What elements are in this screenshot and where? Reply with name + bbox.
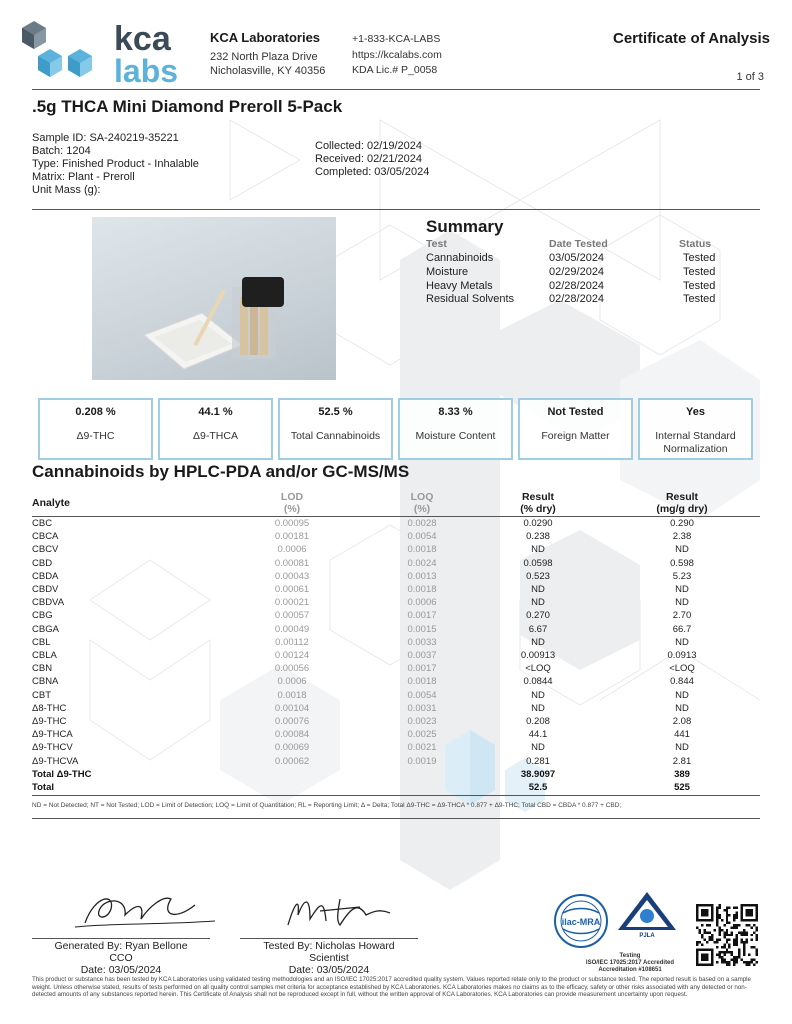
loq-cell: 0.0023 [407,716,437,727]
table-row [32,531,760,544]
result-pct-cell: ND [531,597,545,609]
loq-cell: 0.0037 [407,650,437,661]
kpi-value: 0.208 % [75,406,116,418]
result-mg-cell: 2.38 [672,531,692,543]
result-pct-cell: ND [531,702,545,714]
table-row [32,756,760,769]
loq-cell: 0.0018 [407,544,437,556]
summary-date: 02/28/2024 [549,280,605,292]
document-title: Certificate of Analysis [613,30,770,47]
summary-header-test: Test [426,238,447,250]
result-mg-cell: ND [675,636,689,648]
kpi-box-moisture [398,398,513,460]
loq-cell: 0.0054 [407,689,437,701]
table-row [32,624,760,637]
loq-cell: 0.0018 [407,676,437,688]
lab-license: KDA Lic.# P_0058 [352,64,438,76]
table-row [32,742,760,755]
total-row [32,782,760,795]
analyte-cell: Total Δ9-THC [32,768,92,780]
loq-cell: 0.0018 [407,584,437,595]
generated-by-title: CCO [109,952,133,964]
tested-by: Tested By: Nicholas Howard [263,940,395,952]
disclaimer: This product or substance has been tested by KCA Laboratories using validated testing methodologies and an ISO/IEC 17025:2017 accredited quality system. Values reported relate only to the product or substance tested. The reported result is based on a sample weight. Unless otherwise stated, results of tests performed on all quality control samples met criteria for acceptance established by KCA Laboratories. KCA Laboratories makes no claims as to the efficacy, safety or other risks associated with any detected or non-detected amounts of any substances reported herein. This Certificate of Analysis shall not be reproduced except in full, without the written approval of KCA Laboratories. KCA Laboratories can provide measurement uncertainty upon request. [32,976,751,999]
iso-accreditation [565,953,695,974]
summary-header-status: Status [679,238,712,250]
loq-cell: 0.0015 [407,623,437,635]
result-mg-cell: 0.0913 [667,650,697,661]
tested-by-date: Date: 03/05/2024 [288,964,370,976]
abbreviation-definitions: ND = Not Detected; NT = Not Tested; LOD = Limit of Detection; LOQ = Limit of Quantitation; RL = Reporting Limit; Δ = Delta; Total Δ9-THC = Δ9-THCA * 0.877 + Δ9-THC; Total CBD = CBDA * 0.877 + CBD; [32,802,622,809]
header-result-pct [498,491,578,515]
kpi-label: Internal Standard Normalization [655,430,736,455]
result-pct-cell: 0.208 [526,716,550,727]
kca-labs-logo [20,16,200,88]
lod-cell: 0.00095 [274,518,310,529]
result-pct-cell: 0.238 [526,531,550,543]
header-loq [382,491,462,515]
iso-line1: ISO/IEC 17025:2017 Accredited [585,960,675,966]
summary-date: 02/29/2024 [549,266,605,278]
result-mg-cell: 525 [674,782,690,793]
product-photo-illustration [92,217,336,380]
table-row [32,584,760,597]
result-pct-cell: 0.0290 [523,518,553,529]
lod-cell: 0.00104 [274,702,310,714]
lab-name: KCA Laboratories [210,30,321,45]
result-mg-cell: 389 [674,768,690,780]
signature-tested-by [280,885,430,935]
result-mg-cell: 5.23 [672,570,692,582]
kpi-label: Total Cannabinoids [290,430,381,442]
table-row [32,571,760,584]
signature-line-right [240,938,418,939]
logo-text-top: kca [114,20,171,58]
signature-line-left [32,938,210,939]
lod-cell: 0.00049 [274,623,310,635]
analyte-cell: CBDA [32,570,59,582]
received-date: Received: 02/21/2024 [315,153,423,165]
analyte-cell: Total [32,782,54,793]
analyte-cell: CBDV [32,584,59,595]
loq-cell: 0.0054 [407,531,437,543]
result-mg-cell: 2.70 [672,610,692,622]
summary-test: Moisture [426,266,469,278]
result-pct-cell: ND [531,742,545,754]
analyte-cell: CBNA [32,676,59,688]
product-photo [92,217,336,380]
analyte-cell: CBL [32,636,51,648]
pjla-text: PJLA [639,933,655,939]
result-mg-cell: 441 [674,729,690,741]
analyte-cell: CBN [32,663,53,675]
analyte-cell: CBD [32,557,53,569]
analyte-cell: CBLA [32,650,57,661]
result-pct-cell: 38.9097 [520,768,556,780]
loq-cell: 0.0021 [407,742,437,754]
lod-cell: 0.00061 [274,584,310,595]
kpi-label: Δ9-THCA [193,430,238,442]
table-row [32,610,760,623]
qr-code[interactable] [696,904,758,966]
table-row [32,650,760,663]
pjla-subtitle: Testing [619,953,641,959]
summary-header-date: Date Tested [549,238,608,250]
kpi-label: Foreign Matter [541,430,610,442]
lab-phone: +1-833-KCA-LABS [352,33,441,45]
analyte-cell: CBGA [32,623,59,635]
ilac-text: ilac-MRA [561,917,601,927]
header-result-mg-label: Result [665,491,699,503]
product-title: .5g THCA Mini Diamond Preroll 5-Pack [32,97,343,116]
lod-cell: 0.00062 [274,755,310,767]
result-mg-cell: 2.81 [672,755,692,767]
loq-cell: 0.0033 [407,636,437,648]
table-row [32,544,760,557]
lod-cell: 0.00112 [275,636,309,648]
table-row [32,597,760,610]
result-pct-cell: <LOQ [525,663,551,675]
analyte-cell: Δ9-THCVA [32,755,79,767]
kpi-value: 52.5 % [318,406,353,418]
analyte-cell: Δ9-THCV [32,742,73,754]
table-row [32,703,760,716]
cannabinoids-title: Cannabinoids by HPLC-PDA and/or GC-MS/MS [32,462,410,481]
loq-cell: 0.0031 [407,702,437,714]
summary-date: 03/05/2024 [549,252,605,264]
kpi-box-internal-standard [638,398,753,460]
summary-title: Summary [426,217,504,236]
analyte-cell: CBDVA [32,597,65,609]
lod-cell: 0.00084 [274,729,310,741]
kpi-box-foreign-matter [518,398,633,460]
kpi-box-total-cannabinoids [278,398,393,460]
result-pct-cell: 0.0598 [523,557,553,569]
ilac-mra-logo [553,893,609,949]
lod-cell: 0.00057 [274,610,310,622]
result-mg-cell: ND [675,597,689,609]
definitions-divider [32,818,760,819]
result-mg-cell: <LOQ [669,663,695,675]
result-mg-cell: ND [675,689,689,701]
result-pct-cell: 0.270 [526,610,550,622]
result-mg-cell: 66.7 [672,623,692,635]
completed-date: Completed: 03/05/2024 [315,166,430,178]
table-row [32,663,760,676]
header-loq-unit: (%) [413,503,431,515]
table-row [32,637,760,650]
kpi-value: Yes [686,406,705,418]
result-pct-cell: 0.0844 [523,676,553,688]
result-mg-cell: ND [675,742,689,754]
kpi-value: 8.33 % [438,406,473,418]
result-mg-cell: 0.844 [670,676,694,688]
result-pct-cell: 0.00913 [520,650,556,661]
tested-by-title: Scientist [309,952,349,964]
header-result-pct-label: Result [521,491,555,503]
lod-cell: 0.00043 [274,570,310,582]
loq-cell: 0.0028 [407,518,437,529]
kpi-value: 44.1 % [198,406,233,418]
analyte-cell: Δ8-THC [32,702,67,714]
lab-address-line1: 232 North Plaza Drive [210,51,318,63]
header-result-mg [642,491,722,515]
loq-cell: 0.0019 [407,755,437,767]
sample-id: Sample ID: SA-240219-35221 [32,132,179,144]
kpi-box-d9-thc [38,398,153,460]
lod-cell: 0.0018 [277,689,307,701]
analyte-cell: CBCA [32,531,59,543]
header-lod-unit: (%) [283,503,301,515]
summary-status: Tested [683,252,716,264]
lod-cell: 0.0006 [277,544,307,556]
kpi-box-d9-thca [158,398,273,460]
result-mg-cell: ND [675,702,689,714]
sample-matrix: Matrix: Plant - Preroll [32,171,135,183]
loq-cell: 0.0017 [407,610,437,622]
header-lod-label: LOD [280,491,304,503]
result-pct-cell: ND [531,689,545,701]
lod-cell: 0.00021 [274,597,310,609]
analyte-cell: CBCV [32,544,59,556]
kpi-label: Δ9-THC [76,430,115,442]
result-pct-cell: ND [531,636,545,648]
lod-cell: 0.00081 [274,557,310,569]
header-result-pct-unit: (% dry) [520,503,556,515]
summary-test: Cannabinoids [426,252,494,264]
result-pct-cell: ND [531,584,545,595]
table-row [32,518,760,531]
kpi-label: Moisture Content [415,430,496,442]
logo-text-bottom: labs [114,53,179,88]
table-row [32,690,760,703]
sample-type: Type: Finished Product - Inhalable [32,158,199,170]
lod-cell: 0.00056 [274,663,310,675]
lod-cell: 0.0006 [277,676,307,688]
result-mg-cell: 0.290 [670,518,694,529]
lab-website-link[interactable]: https://kcalabs.com [352,49,442,61]
result-pct-cell: 52.5 [528,782,548,793]
loq-cell: 0.0024 [407,557,437,569]
table-row [32,558,760,571]
pjla-logo [616,890,678,940]
lod-cell: 0.00124 [274,650,310,661]
analyte-cell: Δ9-THCA [32,729,73,741]
page-number: 1 of 3 [736,71,764,83]
table-header-divider [32,516,760,517]
result-mg-cell: ND [675,584,689,595]
result-mg-cell: ND [675,544,689,556]
lod-cell: 0.00181 [274,531,310,543]
lod-cell: 0.00076 [274,716,310,727]
signature-generated-by [75,885,225,935]
summary-status: Tested [683,266,716,278]
lab-address-line2: Nicholasville, KY 40356 [210,65,326,77]
summary-status: Tested [683,280,716,292]
loq-cell: 0.0025 [407,729,437,741]
product-divider [32,209,760,210]
table-row [32,729,760,742]
kpi-value: Not Tested [547,406,604,418]
header-loq-label: LOQ [410,491,434,503]
loq-cell: 0.0017 [407,663,437,675]
result-pct-cell: 0.523 [526,570,550,582]
analyte-cell: CBG [32,610,53,622]
table-row [32,716,760,729]
result-pct-cell: ND [531,544,545,556]
loq-cell: 0.0013 [407,570,437,582]
lod-cell: 0.00069 [274,742,310,754]
result-pct-cell: 6.67 [528,623,548,635]
loq-cell: 0.0006 [407,597,437,609]
header-analyte: Analyte [32,497,70,509]
summary-test: Heavy Metals [426,280,493,292]
table-footer-divider [32,795,760,796]
summary-test: Residual Solvents [426,293,515,305]
collected-date: Collected: 02/19/2024 [315,140,423,152]
summary-status: Tested [683,293,716,305]
header-divider [32,89,760,90]
unit-mass: Unit Mass (g): [32,184,101,196]
result-pct-cell: 44.1 [528,729,548,741]
header-result-mg-unit: (mg/g dry) [656,503,708,515]
summary-date: 02/28/2024 [549,293,605,305]
total-row [32,769,760,782]
batch: Batch: 1204 [32,145,91,157]
analyte-cell: Δ9-THC [32,716,67,727]
generated-by: Generated By: Ryan Bellone [54,940,188,952]
iso-line2: Accreditation #108651 [598,967,662,973]
result-pct-cell: 0.281 [526,755,550,767]
result-mg-cell: 0.598 [670,557,694,569]
header-lod [242,491,342,515]
generated-by-date: Date: 03/05/2024 [80,964,162,976]
table-row [32,676,760,689]
result-mg-cell: 2.08 [672,716,692,727]
analyte-cell: CBT [32,689,51,701]
analyte-cell: CBC [32,518,53,529]
